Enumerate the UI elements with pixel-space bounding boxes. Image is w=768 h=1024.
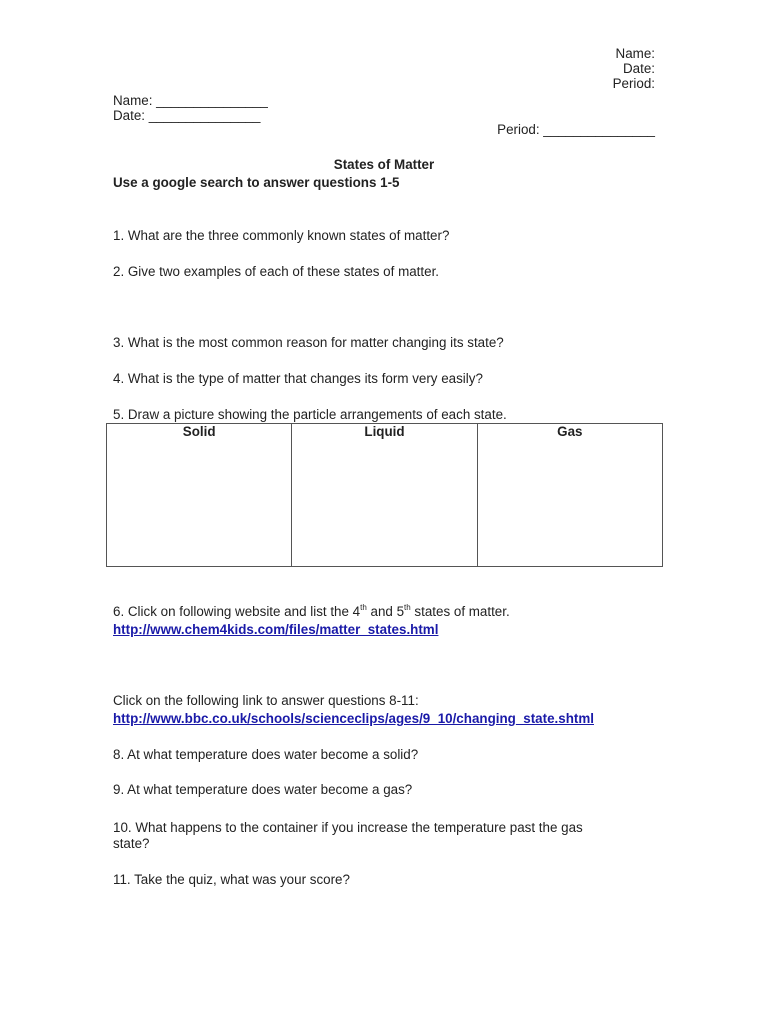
question-10-line-2: state? (113, 836, 150, 851)
question-4: 4. What is the type of matter that changes its form very easily? (113, 371, 483, 386)
question-6-prefix: 6. Click on following website and list the 4 (113, 604, 361, 619)
question-6-mid: and 5 (366, 604, 405, 619)
bbc-link[interactable]: http://www.bbc.co.uk/schools/scienceclips/ages/9_10/changing_state.shtml (113, 711, 594, 726)
name-line: Name: _______________ (113, 93, 268, 108)
page-title: States of Matter (333, 157, 435, 172)
header-date-label: Date: (622, 61, 655, 76)
question-1: 1. What are the three commonly known states of matter? (113, 228, 450, 243)
question-10-line-1: 10. What happens to the container if you increase the temperature past the gas (113, 820, 583, 835)
question-6-sup-1: th (360, 603, 367, 612)
drawing-cell-gas[interactable] (477, 440, 662, 567)
question-6-suffix: states of matter. (410, 604, 510, 619)
states-drawing-table (106, 423, 663, 567)
drawing-cell-liquid[interactable] (292, 440, 477, 567)
question-3: 3. What is the most common reason for matter changing its state? (113, 335, 504, 350)
question-5: 5. Draw a picture showing the particle arrangements of each state. (113, 407, 507, 422)
question-6 (113, 604, 510, 619)
header-period-label: Period: (612, 76, 655, 91)
table-header-solid: Solid (107, 424, 292, 441)
table-header-gas: Gas (477, 424, 662, 441)
instruction-text: Use a google search to answer questions 1-5 (113, 175, 400, 190)
header-name-label: Name: (615, 46, 655, 61)
question-2: 2. Give two examples of each of these states of matter. (113, 264, 440, 279)
question-8: 8. At what temperature does water become a solid? (113, 747, 419, 762)
date-line: Date: _______________ (113, 108, 261, 123)
questions-8-11-intro: Click on the following link to answer questions 8-11: (113, 693, 419, 708)
chem4kids-link[interactable]: http://www.chem4kids.com/files/matter_states.html (113, 622, 439, 637)
question-6-sup-2: th (404, 603, 411, 612)
drawing-cell-solid[interactable] (107, 440, 292, 567)
question-11: 11. Take the quiz, what was your score? (113, 872, 350, 887)
period-line: Period: _______________ (497, 122, 655, 137)
table-header-liquid: Liquid (292, 424, 477, 441)
question-9: 9. At what temperature does water become a gas? (113, 782, 413, 797)
